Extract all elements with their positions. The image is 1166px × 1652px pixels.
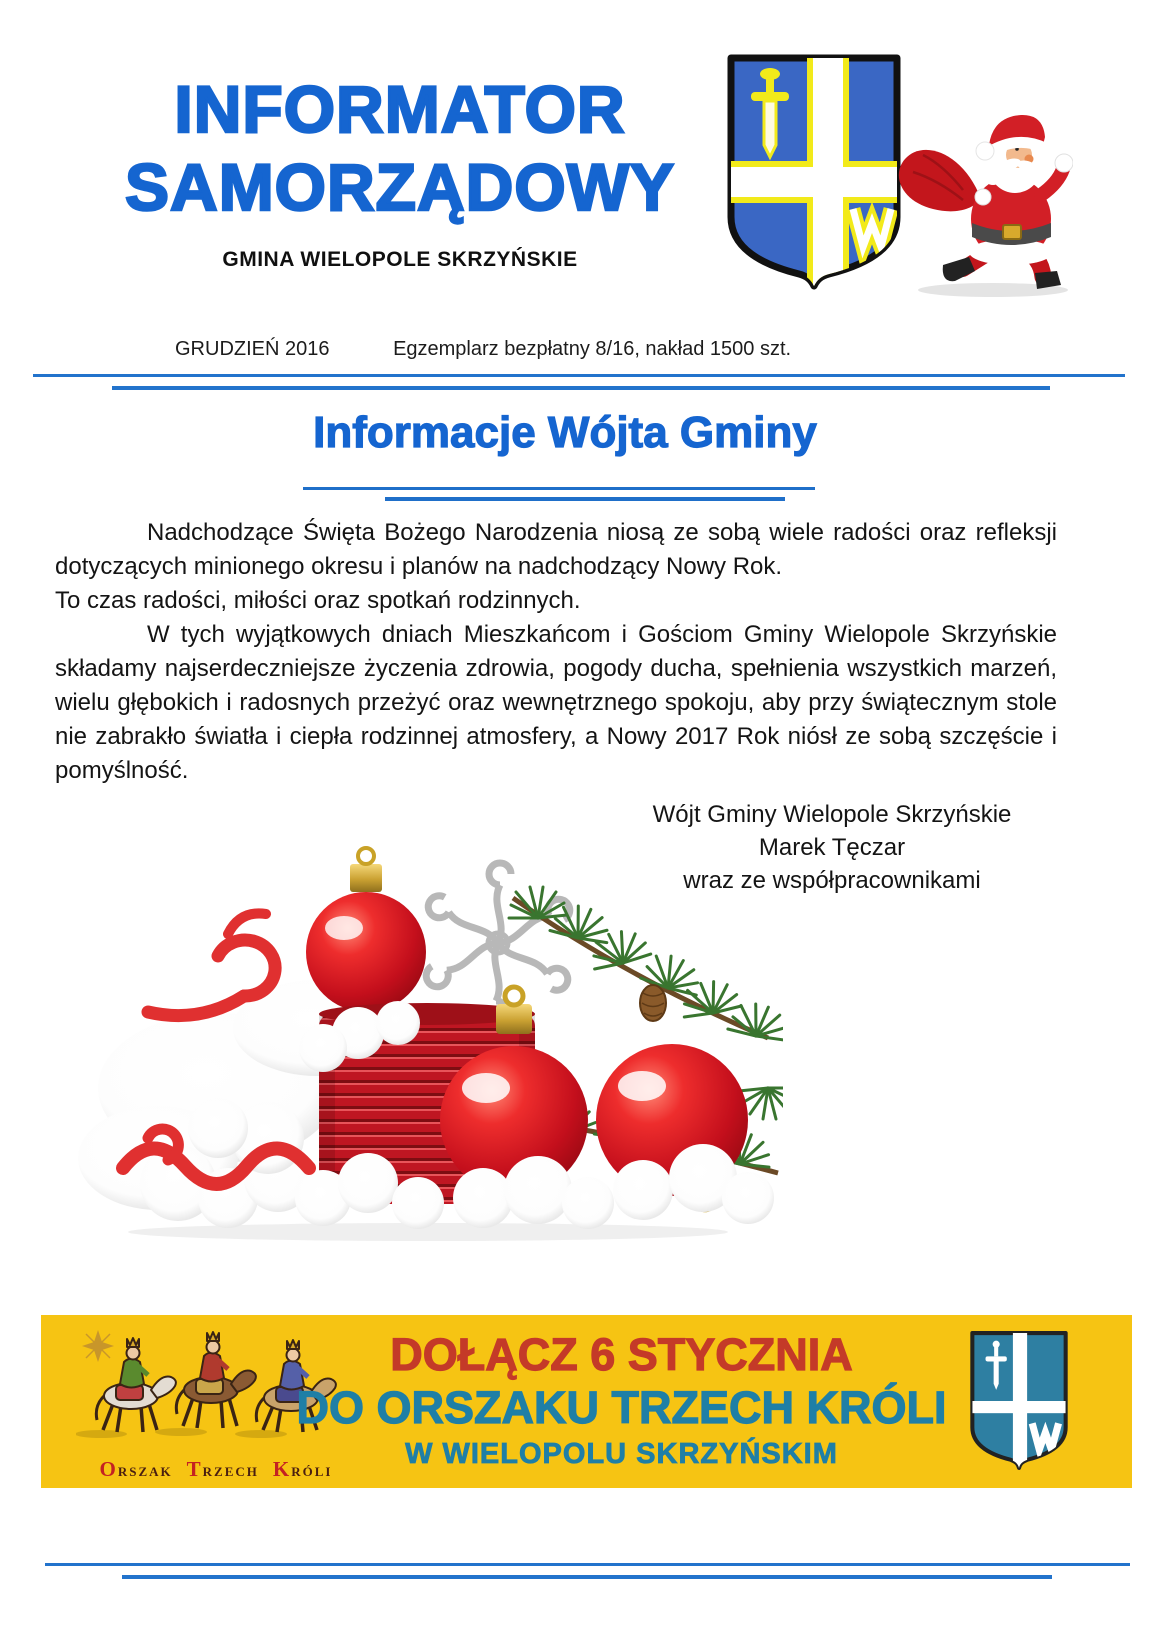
divider-line [33, 374, 1125, 377]
paragraph: Nadchodzące Święta Bożego Narodzenia niosą ze sobą wiele radości oraz refleksji dotyczących minionego okresu i planów na nadchodzący Nowy Rok. [55, 519, 1057, 580]
santa-claus-illustration [893, 96, 1073, 298]
issue-details: Egzemplarz bezpłatny 8/16, nakład 1500 szt. [393, 338, 792, 360]
banner-subheadline: DO ORSZAKU TRZECH KRÓLI [296, 1382, 947, 1433]
issue-date: GRUDZIEŃ 2016 [175, 338, 330, 360]
paragraph: To czas radości, miłości oraz spotkań rodzinnych. [55, 587, 581, 614]
masthead [80, 70, 720, 272]
signature-title: Wójt Gminy Wielopole Skrzyńskie [652, 801, 1012, 828]
article-title: Informacje Wójta Gminy [313, 408, 817, 457]
title-underline [303, 487, 815, 490]
signature-name: Marek Tęczar [758, 834, 906, 861]
coat-of-arms [725, 52, 903, 292]
article-body [55, 516, 1057, 788]
star-of-bethlehem-icon [82, 1330, 114, 1362]
divider-line [112, 386, 1050, 390]
red-ribbon [148, 913, 275, 1015]
snowflake-ornament [422, 863, 574, 1023]
gift-sack [899, 150, 981, 211]
signature-note: wraz ze współpracownikami [683, 867, 981, 894]
issue-info-row [175, 338, 935, 361]
bauble-top [306, 848, 426, 1012]
caption-word: KRÓLI [272, 1457, 333, 1481]
newsletter-title-line1: INFORMATOR [174, 72, 626, 146]
christmas-decorations-photo [68, 838, 783, 1243]
banner-headline: DOŁĄCZ 6 STYCZNIA [390, 1329, 853, 1380]
divider-line [122, 1575, 1052, 1579]
newsletter-title-line2: SAMORZĄDOWY [125, 150, 675, 224]
banner-location: W WIELOPOLU SKRZYŃSKIM [405, 1438, 838, 1470]
municipality-name: GMINA WIELOPOLE SKRZYŃSKIE [222, 248, 578, 271]
santa-head [976, 115, 1048, 193]
title-underline [385, 497, 785, 501]
banner-coat-of-arms [968, 1330, 1070, 1472]
event-banner [41, 1315, 1132, 1488]
caption-word: TRZECH [186, 1457, 259, 1481]
caption-word: ORSZAK [99, 1457, 173, 1481]
banner-text [291, 1329, 952, 1473]
letter-w-icon [853, 209, 891, 247]
paragraph: W tych wyjątkowych dniach Mieszkańcom i Gościom Gminy Wielopole Skrzyńskie składamy najserdeczniejsze życzenia zdrowia, pogody ducha, spełnienia wszystkich marzeń, wielu głębokich i radosnych przeżyć oraz wewnętrznego spokoju, aby przy świątecznym stole nie zabrakło światła i ciepła rodzinnej atmosfery, a Nowy 2017 Rok niósł ze sobą szczęście i pomyślność. [55, 621, 1057, 784]
divider-line [45, 1563, 1130, 1566]
